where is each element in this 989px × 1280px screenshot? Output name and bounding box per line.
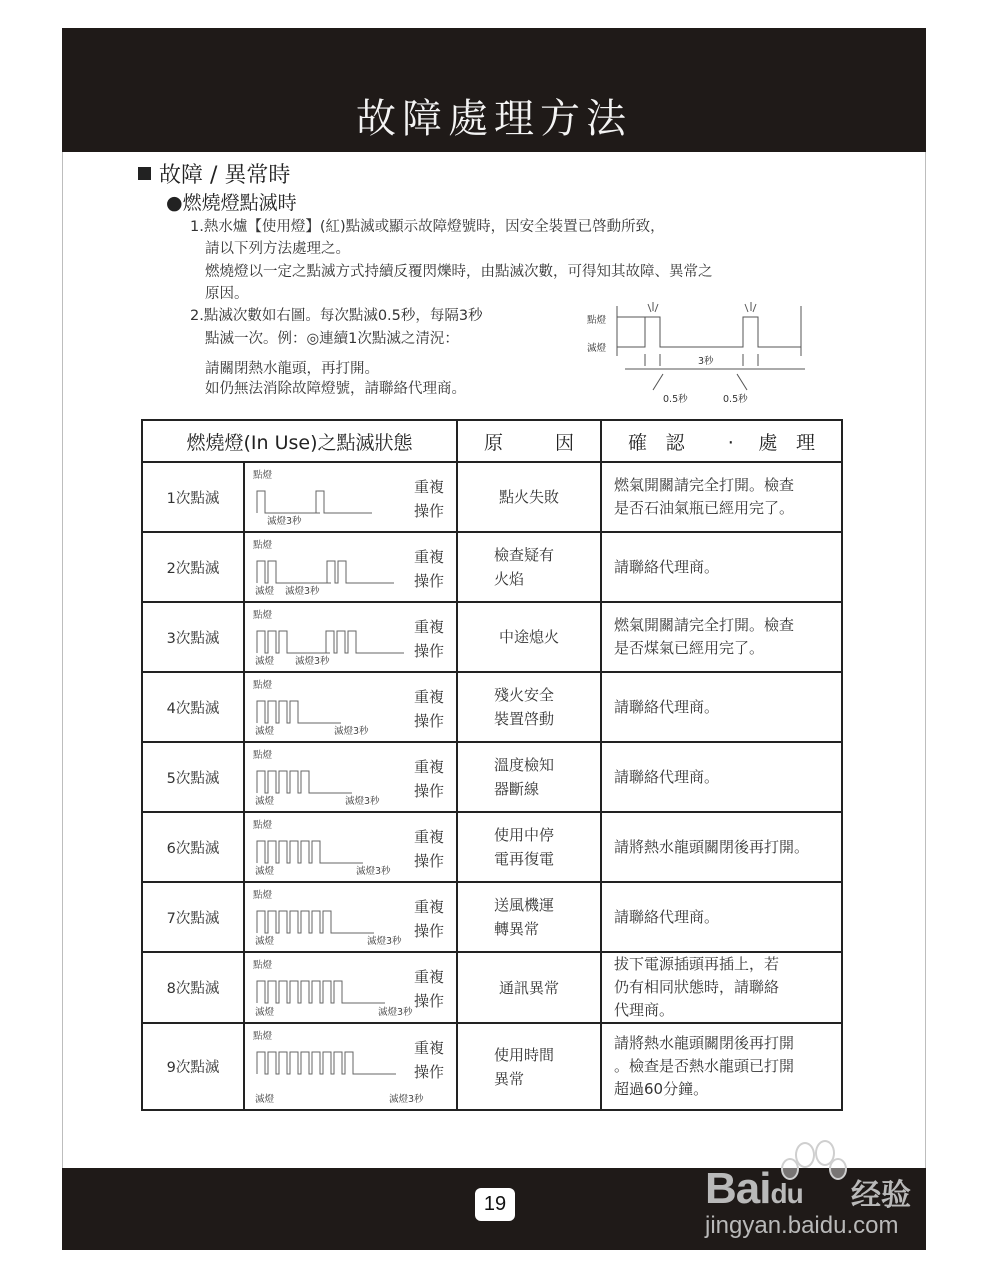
blink-count: 7次點滅 bbox=[142, 882, 244, 952]
fault-cause: 點火失敗 bbox=[457, 462, 601, 532]
pattern-label-off-3s: 滅燈3秒 bbox=[367, 936, 402, 947]
pattern-label-on: 點燈 bbox=[253, 750, 273, 761]
table-row bbox=[142, 462, 842, 532]
instruction-1-line-3: 燃燒燈以一定之點滅方式持續反覆閃爍時，由點滅次數，可得知其故障、異常之 bbox=[205, 264, 713, 280]
header-cause: 原因 bbox=[457, 420, 601, 462]
pattern-label-off: 滅燈 bbox=[255, 656, 275, 667]
table-header-row bbox=[142, 420, 842, 462]
blink-pattern bbox=[244, 672, 457, 742]
instruction-1-line-2: 請以下列方法處理之。 bbox=[205, 241, 350, 257]
blink-count: 2次點滅 bbox=[142, 532, 244, 602]
blink-count: 6次點滅 bbox=[142, 812, 244, 882]
blink-pattern bbox=[244, 742, 457, 812]
fault-cause: 溫度檢知 器斷線 bbox=[457, 742, 601, 812]
pattern-label-off: 滅燈 bbox=[255, 866, 275, 877]
watermark-url: jingyan.baidu.com bbox=[705, 1212, 899, 1239]
square-bullet-icon bbox=[138, 167, 151, 180]
pattern-label-off-3s: 滅燈3秒 bbox=[356, 866, 391, 877]
blink-pattern bbox=[244, 532, 457, 602]
fault-cause: 檢查疑有 火焰 bbox=[457, 532, 601, 602]
pattern-label-off-3s: 滅燈3秒 bbox=[295, 656, 330, 667]
watermark-brand: Baidu bbox=[705, 1164, 803, 1213]
fault-action: 請聯絡代理商。 bbox=[601, 532, 842, 602]
pattern-label-off: 滅燈 bbox=[255, 726, 275, 737]
table-row bbox=[142, 742, 842, 812]
fault-cause: 送風機運 轉異常 bbox=[457, 882, 601, 952]
fault-cause: 使用時間 異常 bbox=[457, 1023, 601, 1110]
blink-waveform bbox=[253, 623, 413, 659]
instruction-1-line-1: 1.熱水爐【使用燈】(紅)點滅或顯示故障燈號時，因安全裝置已啓動所致， bbox=[190, 219, 665, 235]
blink-pattern bbox=[244, 462, 457, 532]
blink-waveform bbox=[253, 693, 413, 729]
fault-action: 燃氣開關請完全打開。檢查 是否煤氣已經用完了。 bbox=[601, 602, 842, 672]
blink-waveform bbox=[253, 553, 413, 589]
header-status: 燃燒燈(In Use)之點滅狀態 bbox=[142, 420, 457, 462]
watermark-product: 经验 bbox=[851, 1178, 911, 1213]
pattern-label-off-3s: 滅燈3秒 bbox=[285, 586, 320, 597]
pattern-label-off-3s: 滅燈3秒 bbox=[389, 1094, 424, 1105]
pattern-label-on: 點燈 bbox=[253, 820, 273, 831]
fault-cause: 通訊異常 bbox=[457, 952, 601, 1023]
pattern-label-on: 點燈 bbox=[253, 680, 273, 691]
blink-waveform bbox=[253, 1044, 413, 1080]
instruction-3-line-1: 請關閉熱水龍頭，再打開。 bbox=[205, 361, 379, 377]
timing-pulse-label-2: 0.5秒 bbox=[723, 394, 748, 405]
pattern-label-on: 點燈 bbox=[253, 1031, 273, 1042]
pattern-label-on: 點燈 bbox=[253, 610, 273, 621]
subsection-title: ●燃燒燈點滅時 bbox=[166, 192, 297, 214]
section-title: 故障 / 異常時 bbox=[138, 158, 290, 189]
table-row bbox=[142, 952, 842, 1023]
pattern-label-off: 滅燈 bbox=[255, 796, 275, 807]
instruction-2-line-2: 點滅一次。例：◎連續1次點滅之清況： bbox=[205, 331, 459, 347]
fault-code-table bbox=[141, 419, 843, 1111]
blink-pattern bbox=[244, 952, 457, 1023]
pattern-repeat-label: 重複 操作 bbox=[414, 758, 445, 800]
header-action: 確認 · 處理 bbox=[601, 420, 842, 462]
fault-action: 請將熱水龍頭關閉後再打開 。檢查是否熱水龍頭已打開 超過60分鐘。 bbox=[601, 1023, 842, 1110]
pattern-label-on: 點燈 bbox=[253, 890, 273, 901]
pattern-label-off-3s: 滅燈3秒 bbox=[345, 796, 380, 807]
blink-waveform bbox=[253, 763, 413, 799]
table-row bbox=[142, 1023, 842, 1110]
pattern-label-on: 點燈 bbox=[253, 470, 273, 481]
page-header bbox=[62, 28, 926, 152]
page-footer bbox=[62, 1168, 926, 1250]
table-row bbox=[142, 672, 842, 742]
blink-count: 5次點滅 bbox=[142, 742, 244, 812]
pattern-label-off-3s: 滅燈3秒 bbox=[378, 1007, 413, 1018]
pattern-repeat-label: 重複 操作 bbox=[414, 478, 445, 520]
table-row bbox=[142, 882, 842, 952]
pattern-label-off: 滅燈 bbox=[255, 586, 275, 597]
timing-label-on: 點燈 bbox=[587, 315, 607, 326]
fault-action: 請聯絡代理商。 bbox=[601, 742, 842, 812]
fault-action: 拔下電源插頭再插上，若 仍有相同狀態時，請聯絡 代理商。 bbox=[601, 952, 842, 1023]
timing-interval-label: 3秒 bbox=[698, 356, 714, 367]
fault-cause: 使用中停 電再復電 bbox=[457, 812, 601, 882]
page-number: 19 bbox=[475, 1188, 515, 1221]
instruction-1-line-4: 原因。 bbox=[205, 286, 249, 302]
fault-action: 請將熱水龍頭關閉後再打開。 bbox=[601, 812, 842, 882]
instruction-3-line-2: 如仍無法消除故障燈號，請聯絡代理商。 bbox=[205, 381, 466, 397]
table-row bbox=[142, 812, 842, 882]
pattern-repeat-label: 重複 操作 bbox=[414, 968, 445, 1010]
blink-pattern bbox=[244, 812, 457, 882]
pattern-repeat-label: 重複 操作 bbox=[414, 898, 445, 940]
blink-pattern bbox=[244, 1023, 457, 1110]
fault-action: 請聯絡代理商。 bbox=[601, 672, 842, 742]
page-title: 故障處理方法 bbox=[356, 96, 632, 142]
table-row bbox=[142, 532, 842, 602]
fault-cause: 殘火安全 裝置啓動 bbox=[457, 672, 601, 742]
pattern-label-off-3s: 滅燈3秒 bbox=[334, 726, 369, 737]
pattern-label-off: 滅燈 bbox=[255, 936, 275, 947]
pattern-repeat-label: 重複 操作 bbox=[414, 548, 445, 590]
pattern-repeat-label: 重複 操作 bbox=[414, 618, 445, 660]
fault-cause: 中途熄火 bbox=[457, 602, 601, 672]
timing-pulse-label-1: 0.5秒 bbox=[663, 394, 688, 405]
pattern-repeat-label: 重複 操作 bbox=[414, 688, 445, 730]
blink-count: 3次點滅 bbox=[142, 602, 244, 672]
pattern-label-on: 點燈 bbox=[253, 960, 273, 971]
fault-action: 請聯絡代理商。 bbox=[601, 882, 842, 952]
blink-count: 4次點滅 bbox=[142, 672, 244, 742]
instruction-2-line-1: 2.點滅次數如右圖。每次點滅0.5秒，每隔3秒 bbox=[190, 308, 483, 324]
timing-label-off: 滅燈 bbox=[587, 343, 607, 354]
pattern-label-off: 滅燈 bbox=[255, 1007, 275, 1018]
pattern-label-off: 滅燈 bbox=[255, 1094, 275, 1105]
pattern-repeat-label: 重複 操作 bbox=[414, 828, 445, 870]
pattern-repeat-label: 重複 操作 bbox=[414, 1039, 445, 1081]
blink-pattern bbox=[244, 602, 457, 672]
table-row bbox=[142, 602, 842, 672]
timing-diagram bbox=[585, 302, 815, 407]
pattern-label-on: 點燈 bbox=[253, 540, 273, 551]
blink-count: 1次點滅 bbox=[142, 462, 244, 532]
fault-action: 燃氣開關請完全打開。檢查 是否石油氣瓶已經用完了。 bbox=[601, 462, 842, 532]
pattern-label-off-3s: 滅燈3秒 bbox=[267, 516, 302, 527]
blink-pattern bbox=[244, 882, 457, 952]
blink-count: 9次點滅 bbox=[142, 1023, 244, 1110]
blink-count: 8次點滅 bbox=[142, 952, 244, 1023]
